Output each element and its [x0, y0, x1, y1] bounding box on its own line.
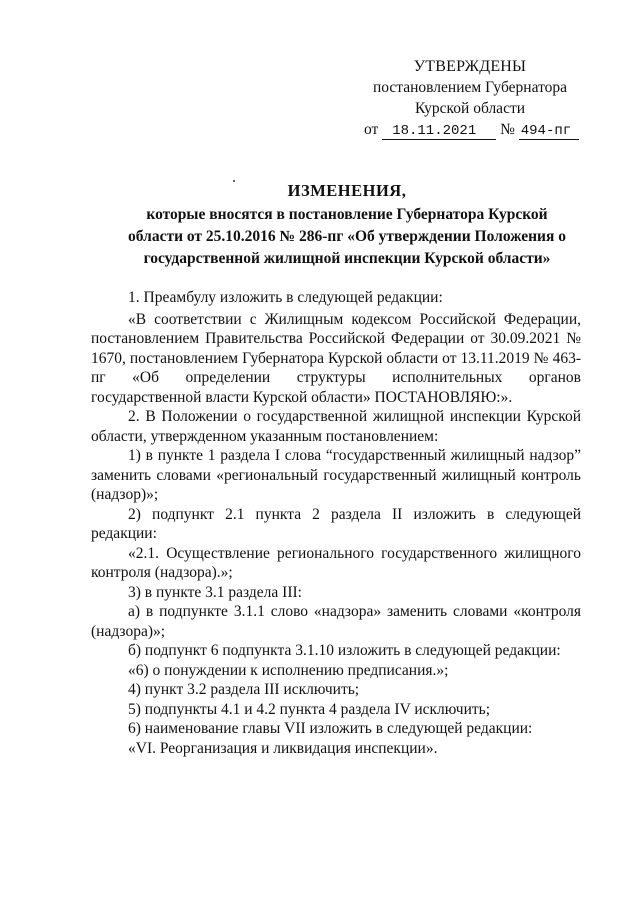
paragraph: б) подпункт 6 подпункта 3.1.10 изложить в следующей редакции:	[128, 642, 561, 659]
paragraph: 2) подпункт 2.1 пункта 2 раздела II изложить в следующей редакции:	[91, 505, 581, 542]
paragraph: «6) о понуждении к исполнению предписания.»;	[128, 661, 449, 679]
date-prefix: от	[364, 121, 379, 138]
number-prefix: №	[500, 121, 515, 138]
paragraph: а) в подпункте 3.1.1 слово «надзора» заменить словами «контроля (надзора)»;	[91, 603, 581, 640]
approval-number: 494-пг	[519, 123, 579, 140]
paragraph: 3) в пункте 3.1 раздела III:	[128, 583, 302, 601]
paragraph: 1. Преамбулу изложить в следующей редакции:	[128, 289, 443, 306]
title-main: ИЗМЕНЕНИЯ,	[287, 181, 407, 200]
paragraph: 5) подпункты 4.1 и 4.2 пункта 4 раздела IV исключить;	[128, 700, 491, 718]
document-body	[91, 288, 581, 758]
paragraph: 1) в пункте 1 раздела I слова “государственный жилищный надзор” заменить словами «региональный государственный жилищный контроль (надзор)»;	[91, 447, 581, 503]
paragraph: 6) наименование главы VII изложить в следующей редакции:	[128, 720, 533, 737]
approval-heading: УТВЕРЖДЕНЫ	[413, 58, 527, 75]
paragraph: 4) пункт 3.2 раздела III исключить;	[128, 681, 360, 698]
paragraph: «2.1. Осуществление регионального государственного жилищного контроля (надзора).»;	[91, 544, 581, 581]
document-title	[112, 180, 582, 270]
paragraph: 2. В Положении о государственной жилищной инспекции Курской области, утвержденном указанным постановлением:	[91, 408, 581, 445]
approval-region: Курской области	[414, 100, 526, 117]
approval-stamp	[350, 56, 590, 140]
approval-date: 18.11.2021	[382, 123, 496, 140]
paragraph: «В соответствии с Жилищным кодексом Российской Федерации, постановлением Правительства Российской Федерации от 30.09.2021 № 1670, постановлением Губернатора Курской области от 13.11.2019 № 463-пг «Об определении структуры исполнительных органов государственной власти Курской области» ПОСТАНОВЛЯЮ:».	[91, 310, 581, 406]
approval-reference	[350, 119, 590, 140]
title-line-3: государственной жилищной инспекции Курской области»	[143, 250, 551, 267]
title-line-2: области от 25.10.2016 № 286-пг «Об утверждении Положения о	[128, 228, 566, 245]
approval-issuer: постановлением Губернатора	[372, 79, 568, 96]
title-line-1: которые вносятся в постановление Губернатора Курской	[146, 206, 548, 223]
paragraph: «VI. Реорганизация и ликвидация инспекции».	[128, 739, 438, 757]
